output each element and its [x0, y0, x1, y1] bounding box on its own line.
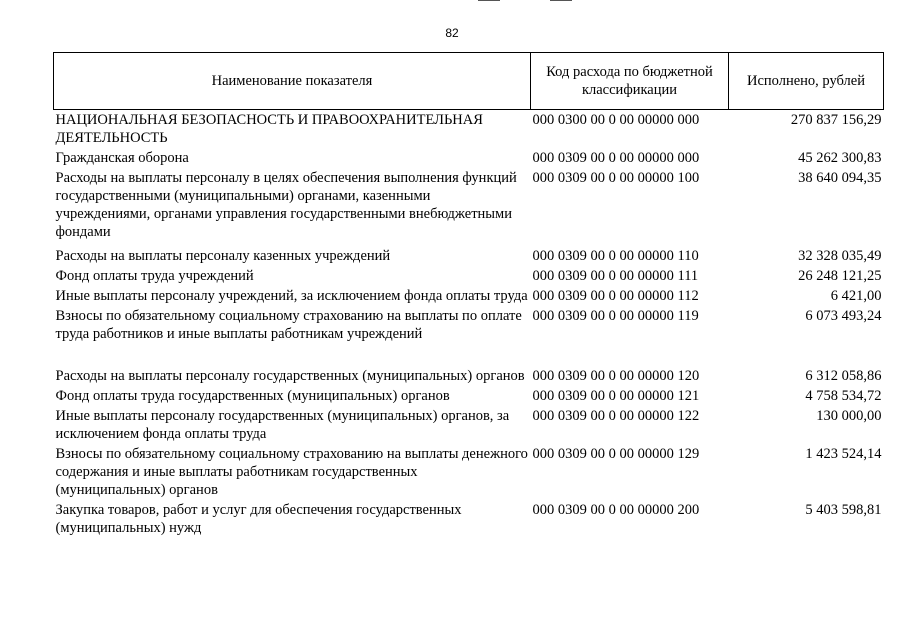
header-name: Наименование показателя	[54, 53, 531, 110]
table-row	[54, 500, 884, 538]
header-code: Код расхода по бюджетной классификации	[531, 53, 729, 110]
row-name: Закупка товаров, работ и услуг для обеспечения государственных (муниципальных) нужд	[55, 502, 462, 536]
row-amount: 1 423 524,14	[805, 446, 882, 462]
table-row	[54, 306, 884, 366]
header-amount: Исполнено, рублей	[729, 53, 884, 110]
row-code: 000 0309 00 0 00 00000 111	[532, 268, 699, 284]
row-name: НАЦИОНАЛЬНАЯ БЕЗОПАСНОСТЬ И ПРАВООХРАНИТЕЛЬНАЯ ДЕЯТЕЛЬНОСТЬ	[55, 112, 483, 146]
row-amount: 38 640 094,35	[798, 170, 882, 186]
row-amount: 6 073 493,24	[805, 308, 882, 324]
table-row	[54, 444, 884, 500]
table-row	[54, 386, 884, 406]
row-code: 000 0309 00 0 00 00000 122	[532, 408, 700, 424]
page-number: 82	[445, 26, 459, 40]
row-name: Расходы на выплаты персоналу казенных учреждений	[55, 248, 391, 264]
row-amount: 4 758 534,72	[805, 388, 882, 404]
row-amount: 6 421,00	[830, 288, 882, 304]
row-code: 000 0309 00 0 00 00000 119	[532, 308, 699, 324]
row-name: Фонд оплаты труда государственных (муниципальных) органов	[55, 388, 450, 404]
row-amount: 270 837 156,29	[790, 112, 882, 128]
budget-table	[53, 52, 884, 538]
row-code: 000 0309 00 0 00 00000 000	[532, 150, 700, 166]
row-name: Фонд оплаты труда учреждений	[55, 268, 254, 284]
row-code: 000 0309 00 0 00 00000 120	[532, 368, 700, 384]
table-row	[54, 168, 884, 246]
row-name: Расходы на выплаты персоналу в целях обеспечения выполнения функций государственными (муниципальными) органами, казенными учреждениями, органами управления государственными внебюджетными фондами	[55, 170, 517, 240]
row-amount: 26 248 121,25	[798, 268, 882, 284]
scan-marks	[478, 0, 578, 2]
row-name: Взносы по обязательному социальному страхованию на выплаты по оплате труда работников и иные выплаты работникам учреждений	[55, 308, 522, 342]
table-row	[54, 406, 884, 444]
row-code: 000 0309 00 0 00 00000 110	[532, 248, 699, 264]
row-amount: 45 262 300,83	[798, 150, 882, 166]
row-name: Гражданская оборона	[55, 150, 189, 166]
table-row	[54, 148, 884, 168]
row-name: Расходы на выплаты персоналу государственных (муниципальных) органов	[55, 368, 525, 384]
row-code: 000 0300 00 0 00 00000 000	[532, 112, 700, 128]
row-code: 000 0309 00 0 00 00000 121	[532, 388, 700, 404]
row-code: 000 0309 00 0 00 00000 129	[532, 446, 700, 462]
table-row	[54, 266, 884, 286]
table-header-row	[54, 53, 884, 110]
row-code: 000 0309 00 0 00 00000 100	[532, 170, 700, 186]
table-row	[54, 286, 884, 306]
row-amount: 32 328 035,49	[798, 248, 882, 264]
table-row	[54, 366, 884, 386]
row-amount: 6 312 058,86	[805, 368, 882, 384]
table-row	[54, 246, 884, 266]
table-row	[54, 110, 884, 149]
row-amount: 5 403 598,81	[805, 502, 882, 518]
row-name: Иные выплаты персоналу учреждений, за исключением фонда оплаты труда	[55, 288, 528, 304]
row-amount: 130 000,00	[816, 408, 882, 424]
row-name: Взносы по обязательному социальному страхованию на выплаты денежного содержания и иные выплаты работникам государственных (муниципальных) органов	[55, 446, 528, 498]
row-code: 000 0309 00 0 00 00000 200	[532, 502, 700, 518]
row-name: Иные выплаты персоналу государственных (муниципальных) органов, за исключением фонда оплаты труда	[55, 408, 510, 442]
row-code: 000 0309 00 0 00 00000 112	[532, 288, 699, 304]
